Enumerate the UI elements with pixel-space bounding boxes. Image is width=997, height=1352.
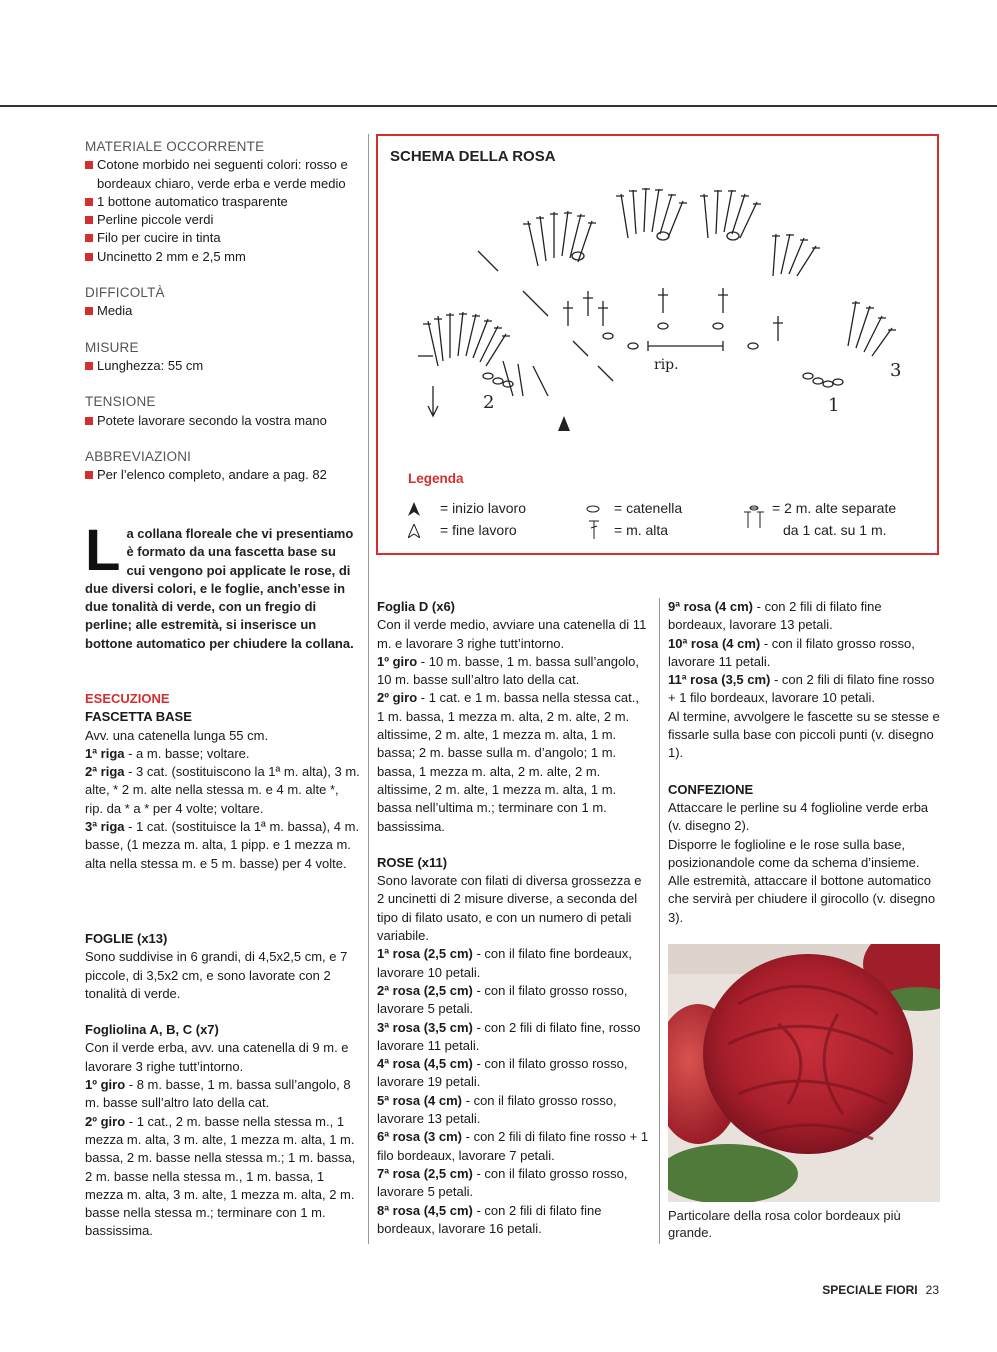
materiale-item: Cotone morbido nei seguenti colori: rosso e bordeaux chiaro, verde erba e verde medio <box>85 156 360 193</box>
riga1: 1ª riga - a m. basse; voltare. <box>85 745 250 761</box>
start-icon <box>408 502 420 516</box>
fascetta-intro: Avv. una catenella lunga 55 cm. <box>85 727 269 743</box>
drop-cap: L <box>85 518 121 583</box>
rosa-item: 1ª rosa (2,5 cm) - con il filato fine bordeaux, lavorare 10 petali. <box>377 946 632 980</box>
top-rule <box>0 105 997 107</box>
foglioline-giro2: 2º giro - 1 cat., 2 m. basse nella stessa m., 1 mezza m. alta, 3 m. alte, 1 mezza m. alta, 1 m. bassa, 2 m. basse nella stessa m.; 1 m. bassa, 2 m. basse nella stessa m., 1 m. bassa, 1 mezza m. alta, 3 m. alte, 1 mezza m. alta, 2 m. basse nella stessa m.; terminare con 1 m. bassissima. <box>85 1113 356 1239</box>
foglie-title: FOGLIE (x13) <box>85 931 168 946</box>
misure-title: MISURE <box>85 339 139 355</box>
rosa-item: 2ª rosa (2,5 cm) - con il filato grosso rosso, lavorare 5 petali. <box>377 982 628 1017</box>
abbreviazioni-value: Per l’elenco completo, andare a pag. 82 <box>85 466 360 484</box>
foglioline-intro: Con il verde erba, avv. una catenella di 9 m. e lavorare 3 righe tutt’intorno. <box>85 1040 349 1074</box>
end-icon <box>408 524 420 538</box>
diagram-label-1: 1 <box>828 395 840 416</box>
materiale-item: 1 bottone automatico trasparente <box>85 193 360 211</box>
page-number: 23 <box>925 1283 939 1297</box>
photo-caption: Particolare della rosa color bordeaux più grande. <box>668 1208 901 1240</box>
abbreviazioni-title: ABBREVIAZIONI <box>85 448 192 464</box>
confezione-p2: Disporre le foglioline e le rose sulla base, posizionandole come da schema d’insieme. <box>668 836 920 870</box>
schema-title: SCHEMA DELLA ROSA <box>390 148 556 165</box>
rosa-item: 10ª rosa (4 cm) - con il filato grosso rosso, lavorare 11 petali. <box>668 635 915 669</box>
difficolta-title: DIFFICOLTÀ <box>85 285 165 301</box>
tensione-title: TENSIONE <box>85 394 156 410</box>
rose-title: ROSE (x11) <box>377 854 448 870</box>
column-divider <box>368 134 369 1244</box>
rosa-item: 3ª rosa (3,5 cm) - con 2 fili di filato fine, rosso lavorare 11 petali. <box>377 1019 641 1053</box>
legend-separate1: = 2 m. alte separate <box>772 500 897 516</box>
esecuzione-title: ESECUZIONE <box>85 691 170 706</box>
materiale-item: Perline piccole verdi <box>85 211 360 229</box>
fogliaD-title: Foglia D (x6) <box>377 599 456 614</box>
rose-termine: Al termine, avvolgere le fascette su se stesse e fissarle sulla base con piccoli punti (v. disegno 1). <box>668 708 940 761</box>
legend-fine: = fine lavoro <box>440 522 517 538</box>
confezione-title: CONFEZIONE <box>668 781 754 797</box>
rosa-item: 11ª rosa (3,5 cm) - con 2 fili di filato fine rosso + 1 filo bordeaux, lavorare 10 petali. <box>668 672 935 706</box>
foglie-text: Sono suddivise in 6 grandi, di 4,5x2,5 cm, e 7 piccole, di 3,5x2 cm, e sono lavorate con 2 tonalità di verde. <box>85 949 348 1001</box>
legend-catenella: = catenella <box>614 500 683 516</box>
confezione-p3: Alle estremità, attaccare il bottone automatico che servirà per chiudere il girocollo (v. disegno 3). <box>668 873 936 925</box>
column-divider <box>659 598 660 1244</box>
intro-paragraph <box>85 518 357 653</box>
separated-stitch-icon <box>740 504 768 530</box>
rosa-item: 9ª rosa (4 cm) - con 2 fili di filato fine bordeaux, lavorare 13 petali. <box>668 599 882 633</box>
info-column <box>85 138 360 484</box>
foglie-column <box>85 930 360 1241</box>
riga2: 2ª riga - 3 cat. (sostituiscono la 1ª m. alta), 3 m. alte, * 2 m. alte nella stessa m. e 4 m. alte *, rip. da * a * per 4 volte; voltare. <box>85 764 360 816</box>
fogliaD-intro: Con il verde medio, avviare una catenella di 11 m. e lavorare 3 righe tutt’intorno. <box>377 617 647 651</box>
rose-intro: Sono lavorate con filati di diversa grossezza e 2 uncinetti di 2 misure diverse, a seconda del tipo di filato usato, e con un numero di petali variabile. <box>377 873 642 944</box>
legend-inizio: = inizio lavoro <box>440 500 526 516</box>
chain-icon <box>586 504 600 514</box>
materiale-item: Filo per cucire in tinta <box>85 229 360 247</box>
right-column <box>668 598 943 927</box>
page-footer <box>822 1283 939 1297</box>
fogliaD-giro2: 2º giro - 1 cat. e 1 m. bassa nella stessa cat., 1 m. bassa, 1 mezza m. alta, 2 m. alte, 2 m. altissime, 2 m. alte, 1 mezza m. alta, 1 m. bassa; 2 m. basse sulla m. d’angolo; 1 m. bassa, 1 mezza m. alta, 2 m. alte, 2 m. altissime, 2 m. alte, 1 mezza m. alta, 1 m. bassa nell’ultima m.; terminare con 1 m. bassissima. <box>377 690 639 834</box>
rosa-item: 8ª rosa (4,5 cm) - con 2 fili di filato fine bordeaux, lavorare 16 petali. <box>377 1202 602 1236</box>
difficolta-value: Media <box>85 302 360 320</box>
diagram-label-2: 2 <box>483 392 495 413</box>
esecuzione-column <box>85 690 360 873</box>
rose-photo <box>668 944 940 1202</box>
foglioline-title: Fogliolina A, B, C (x7) <box>85 1022 219 1038</box>
schema-box <box>376 134 939 555</box>
fogliaD-giro1: 1º giro - 10 m. basse, 1 m. bassa sull’angolo, 10 m. basse sull’altro lato della cat. <box>377 653 639 688</box>
rosa-item: 5ª rosa (4 cm) - con il filato grosso rosso, lavorare 13 petali. <box>377 1092 617 1127</box>
materiale-item: Uncinetto 2 mm e 2,5 mm <box>85 248 360 266</box>
foglioline-giro1: 1º giro - 8 m. basse, 1 m. bassa sull’angolo, 8 m. basse sull’altro lato della cat. <box>85 1077 351 1111</box>
confezione-p1: Attaccare le perline su 4 foglioline verde erba (v. disegno 2). <box>668 799 929 834</box>
legend-malta: = m. alta <box>614 522 669 538</box>
rosa-item: 4ª rosa (4,5 cm) - con il filato grosso rosso, lavorare 19 petali. <box>377 1056 628 1090</box>
tensione-value: Potete lavorare secondo la vostra mano <box>85 412 360 430</box>
double-crochet-icon <box>588 520 600 540</box>
intro-text: a collana floreale che vi presentiamo è formato da una fascetta base su cui vengono poi applicate le rose, di due diversi colori, e le foglie, anch’esse in due tonalità di verde, con un fregio di perline; alle estremità, si inserisce un bottone automatico per chiudere la collana. <box>85 526 354 651</box>
riga3: 3ª riga - 1 cat. (sostituisce la 1ª m. bassa), 4 m. basse, (1 mezza m. alta, 1 pipp. e 1 mezza m. alta nella stessa m. e 5 m. basse) per 4 volte. <box>85 819 360 871</box>
middle-column <box>377 598 649 1238</box>
rosa-item: 6ª rosa (3 cm) - con 2 fili di filato fine rosso + 1 filo bordeaux, lavorare 7 petali. <box>377 1129 649 1163</box>
diagram-label-3: 3 <box>890 360 902 381</box>
rose-diagram <box>378 176 937 486</box>
diagram-rip-label: rip. <box>654 357 679 373</box>
footer-section: SPECIALE FIORI <box>822 1283 918 1297</box>
fascetta-title: FASCETTA BASE <box>85 709 192 725</box>
materiale-title: MATERIALE OCCORRENTE <box>85 139 265 154</box>
misure-value: Lunghezza: 55 cm <box>85 357 360 375</box>
rosa-item: 7ª rosa (2,5 cm) - con il filato grosso rosso, lavorare 5 petali. <box>377 1165 628 1200</box>
legend-title: Legenda <box>408 471 464 486</box>
legend-separate2: da 1 cat. su 1 m. <box>783 522 887 538</box>
